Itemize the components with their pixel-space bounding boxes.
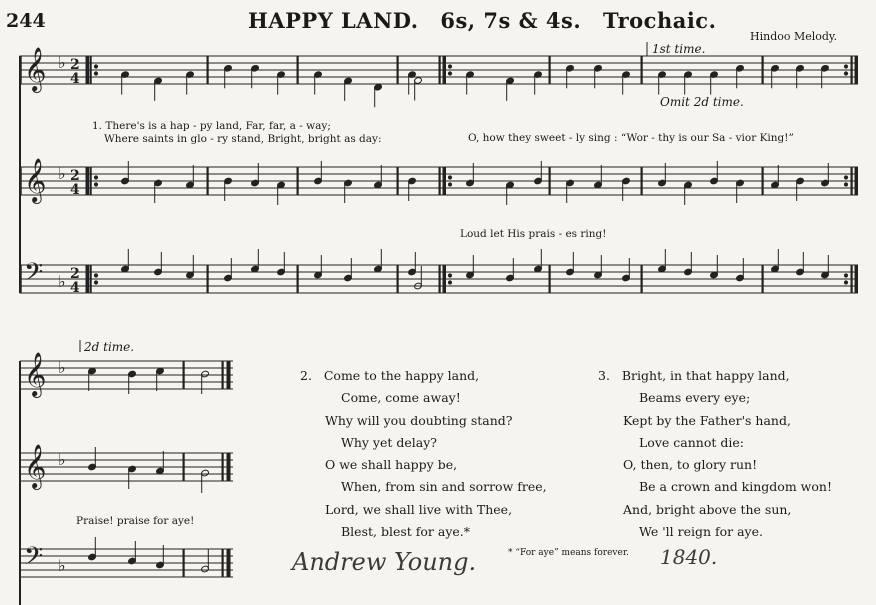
key-signature-flat: ♭ xyxy=(58,450,66,469)
verse2-line: Come to the happy land, xyxy=(323,368,480,383)
barline xyxy=(86,265,89,293)
barline xyxy=(443,56,446,84)
barline xyxy=(222,453,223,481)
key-signature-flat: ♭ xyxy=(58,53,66,72)
treble-clef: 𝄞 xyxy=(24,158,47,202)
treble-clef: 𝄞 xyxy=(24,444,47,488)
barline xyxy=(90,56,91,84)
barline xyxy=(443,265,446,293)
barline xyxy=(207,265,208,293)
barline xyxy=(851,167,852,195)
handwritten-year: 1840. xyxy=(660,545,718,569)
repeat-dot xyxy=(844,274,847,277)
ending-lyric: Praise! praise for aye! xyxy=(76,515,195,527)
repeat-dot xyxy=(844,281,847,284)
verse3-line: We 'll reign for aye. xyxy=(639,524,763,540)
barline xyxy=(549,56,550,84)
footnote: * “For aye” means forever. xyxy=(508,548,629,558)
verse2-line: Why will you doubting stand? xyxy=(325,412,513,428)
key-signature-flat: ♭ xyxy=(58,556,66,575)
repeat-dot xyxy=(448,72,451,75)
barline xyxy=(297,167,298,195)
barline xyxy=(855,167,858,195)
second-ending-label: 2d time. xyxy=(84,340,135,354)
verse3-line: Love cannot die: xyxy=(639,434,744,450)
barline xyxy=(183,549,184,577)
repeat-dot xyxy=(94,183,97,186)
handwritten-signature: Andrew Young. xyxy=(292,548,477,576)
hymn-name: HAPPY LAND. xyxy=(248,8,419,33)
verse1-line1: 1. There's is a hap - py land, Far, far, a - way; xyxy=(92,120,331,132)
repeat-dot xyxy=(448,274,451,277)
barline xyxy=(222,361,223,389)
barline xyxy=(641,265,642,293)
repeat-dot xyxy=(844,65,847,68)
barline xyxy=(397,56,398,84)
verse2-line: Lord, we shall live with Thee, xyxy=(325,501,513,517)
repeat-dot xyxy=(448,65,451,68)
barline xyxy=(641,56,642,84)
time-signature-bottom: 4 xyxy=(70,71,80,87)
verse2-line: Why yet delay? xyxy=(341,434,438,450)
barline xyxy=(86,56,89,84)
time-signature-top: 2 xyxy=(70,57,80,73)
time-signature-bottom: 4 xyxy=(70,280,80,296)
repeat-dot xyxy=(448,176,451,179)
barline xyxy=(227,549,230,577)
barline xyxy=(762,56,763,84)
repeat-dot xyxy=(844,183,847,186)
verse3-line: Beams every eye; xyxy=(639,390,751,406)
verse2-line: When, from sin and sorrow free, xyxy=(341,479,547,495)
barline xyxy=(297,56,298,84)
barline xyxy=(397,167,398,195)
barline xyxy=(227,453,230,481)
barline xyxy=(549,167,550,195)
barline xyxy=(397,265,398,293)
verse3-line: Be a crown and kingdom won! xyxy=(639,479,832,495)
barline xyxy=(86,167,89,195)
barline xyxy=(855,56,858,84)
verse-3 xyxy=(598,365,832,543)
verse1-line2: Where saints in glo - ry stand, Bright, bright as day: xyxy=(104,133,382,145)
barline xyxy=(90,265,91,293)
verse2-line: O we shall happy be, xyxy=(325,457,458,473)
barline xyxy=(851,56,852,84)
barline xyxy=(443,167,446,195)
verse2-line: Blest, blest for aye.* xyxy=(341,524,471,540)
verse2-line: Come, come away! xyxy=(341,390,461,406)
bass-clef: 𝄢 xyxy=(24,542,44,577)
repeat-dot xyxy=(94,176,97,179)
barline xyxy=(207,167,208,195)
key-signature-flat: ♭ xyxy=(58,272,66,291)
repeat-dot xyxy=(94,65,97,68)
repeat-dot xyxy=(94,281,97,284)
barline xyxy=(851,265,852,293)
repeat-dot xyxy=(94,72,97,75)
repeat-dot xyxy=(94,274,97,277)
barline xyxy=(297,265,298,293)
barline xyxy=(439,265,440,293)
barline xyxy=(549,265,550,293)
verse3-number: 3. xyxy=(598,368,610,383)
barline xyxy=(222,549,223,577)
key-signature-flat: ♭ xyxy=(58,358,66,377)
repeat-dot xyxy=(448,183,451,186)
page-number: 244 xyxy=(6,10,46,32)
barline xyxy=(207,56,208,84)
time-signature-top: 2 xyxy=(70,266,80,282)
barline xyxy=(439,56,440,84)
time-signature-top: 2 xyxy=(70,168,80,184)
repeat-dot xyxy=(844,176,847,179)
barline xyxy=(183,361,184,389)
time-signature-bottom: 4 xyxy=(70,182,80,198)
key-signature-flat: ♭ xyxy=(58,164,66,183)
barline xyxy=(183,453,184,481)
omit-second-time-label: Omit 2d time. xyxy=(660,95,744,109)
barline xyxy=(90,167,91,195)
treble-clef: 𝄞 xyxy=(24,47,47,91)
verse3-line: O, then, to glory run! xyxy=(623,457,758,473)
verse2-number: 2. xyxy=(300,368,312,383)
barline xyxy=(762,167,763,195)
hymn-type: Trochaic. xyxy=(603,8,717,33)
verse1-line3: O, how they sweet - ly sing : “Wor - thy is our Sa - vior King!” xyxy=(468,132,794,144)
repeat-dot xyxy=(844,72,847,75)
first-ending-label: 1st time. xyxy=(652,42,706,56)
verse3-line: Bright, in that happy land, xyxy=(621,368,790,383)
barline xyxy=(641,167,642,195)
tune-name: Hindoo Melody. xyxy=(750,30,838,43)
verse-2 xyxy=(300,365,547,543)
barline xyxy=(762,265,763,293)
barline xyxy=(439,167,440,195)
bass-clef: 𝄢 xyxy=(24,258,44,293)
hymn-meter: 6s, 7s & 4s. xyxy=(440,8,582,33)
verse3-line: Kept by the Father's hand, xyxy=(623,412,791,428)
barline xyxy=(227,361,230,389)
verse3-line: And, bright above the sun, xyxy=(623,501,792,517)
repeat-dot xyxy=(448,281,451,284)
alto-refrain-text: Loud let His prais - es ring! xyxy=(460,228,607,240)
barline xyxy=(855,265,858,293)
treble-clef: 𝄞 xyxy=(24,352,47,396)
